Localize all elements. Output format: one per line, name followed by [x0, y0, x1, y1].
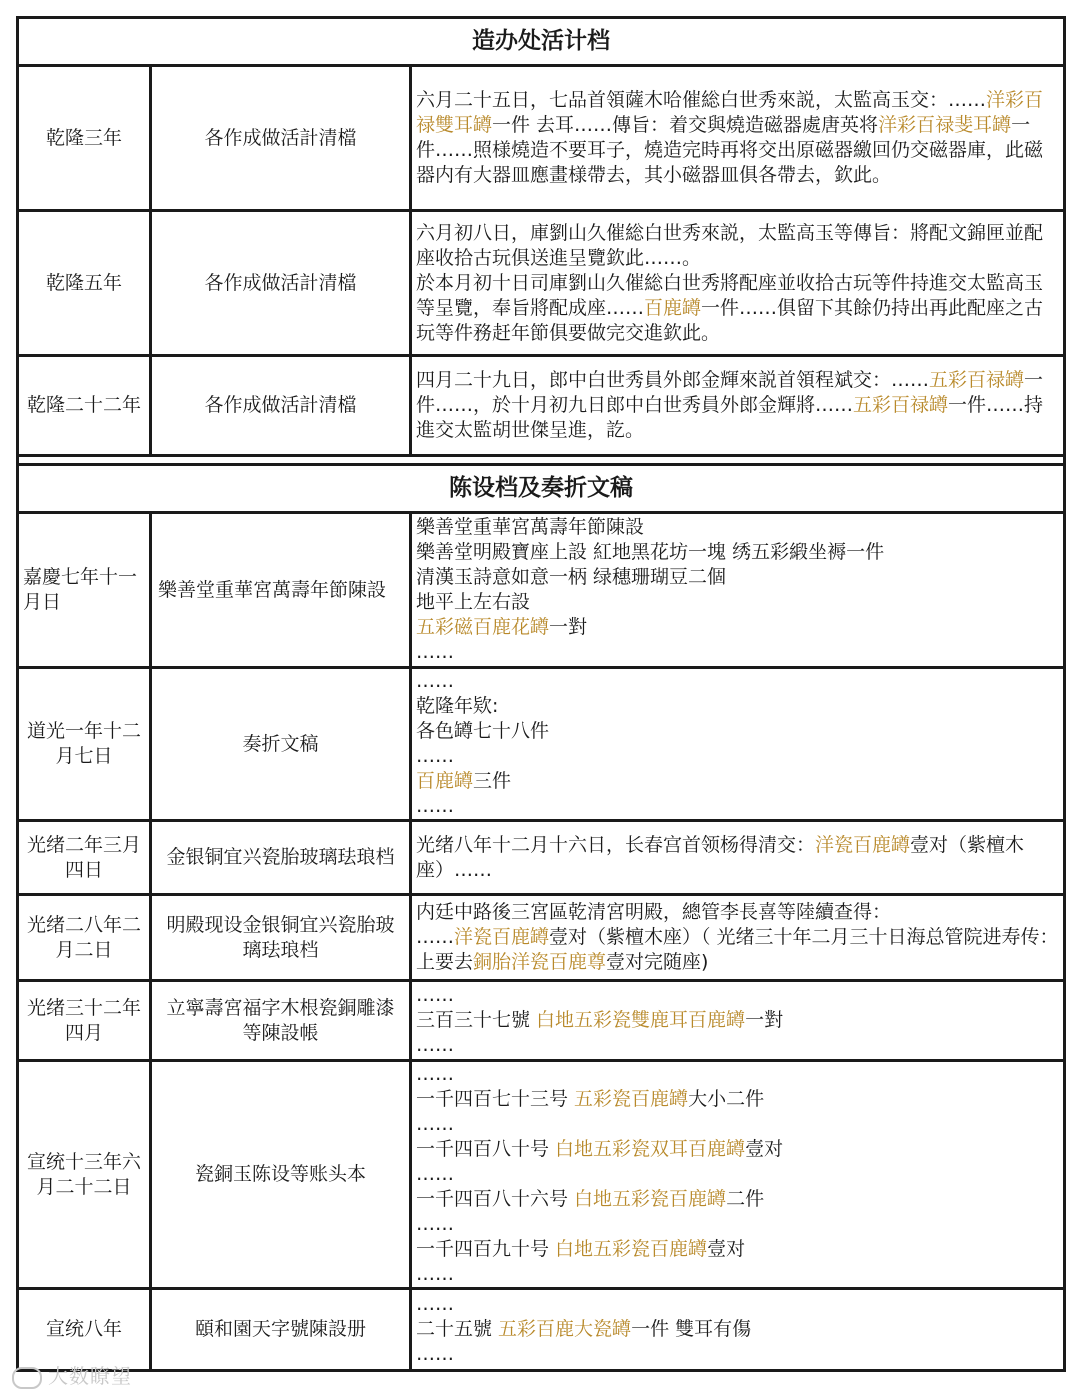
rows1-row	[18, 66, 1065, 211]
content-text: 一件……持進交太監胡世傑呈進，訖。	[416, 394, 1044, 441]
content-text: 二件	[726, 1188, 765, 1210]
highlighted-item-name: 銅胎洋瓷百鹿尊	[473, 951, 607, 973]
watermark	[12, 1360, 132, 1389]
content-line	[416, 515, 1059, 540]
content-text: 壹对	[745, 1138, 784, 1160]
content-text: 三件	[473, 770, 512, 792]
content-line	[416, 1187, 1059, 1212]
highlighted-item-name: 白地五彩瓷百鹿罇	[574, 1188, 727, 1210]
content-text: ……	[416, 641, 454, 663]
highlighted-item-name: 洋瓷百鹿罇	[815, 833, 911, 856]
content-text: 壹对	[707, 1238, 746, 1260]
source-cell: 立寧壽宮福字木根瓷銅雕漆等陳設帳	[151, 981, 411, 1061]
content-text: ……	[416, 1213, 454, 1235]
date-cell: 光绪三十二年四月	[18, 981, 151, 1061]
content-line	[416, 540, 1059, 565]
content-line	[416, 221, 1059, 271]
section2-title: 陈设档及奏折文稿	[18, 465, 1065, 513]
content-line	[416, 271, 1059, 346]
date-cell: 光绪二八年二月二日	[18, 895, 151, 981]
content-text: 樂善堂明殿寶座上設 紅地黑花坊一塊 绣五彩緞坐褥一件	[416, 541, 885, 563]
content-line	[416, 925, 1059, 975]
content-text: ……	[416, 1163, 454, 1185]
source-cell: 金银铜宜兴瓷胎玻璃珐琅档	[151, 821, 411, 895]
content-text: 大小二件	[688, 1088, 765, 1110]
content-cell	[411, 668, 1065, 821]
date-cell: 乾隆二十二年	[18, 356, 151, 456]
rows2-row	[18, 1289, 1065, 1371]
date-cell: 道光一年十二月七日	[18, 668, 151, 821]
content-text: 各色罇七十八件	[416, 720, 550, 742]
content-cell	[411, 981, 1065, 1061]
content-line	[416, 1212, 1059, 1237]
content-line	[416, 1137, 1059, 1162]
highlighted-item-name: 洋彩百禄斐耳罇	[878, 114, 1012, 136]
highlighted-item-name: 白地五彩瓷雙鹿耳百鹿罇	[536, 1009, 746, 1031]
content-line	[416, 590, 1059, 615]
content-text: ……	[416, 1063, 454, 1085]
content-cell	[411, 356, 1065, 456]
highlighted-item-name: 五彩磁百鹿花罇	[416, 616, 550, 638]
highlighted-item-name: 白地五彩瓷百鹿罇	[555, 1238, 708, 1260]
archive-table	[16, 16, 1066, 1372]
rows1-row	[18, 211, 1065, 356]
content-text: ……	[416, 795, 454, 817]
content-cell	[411, 1289, 1065, 1371]
content-cell	[411, 66, 1065, 211]
content-text: 一千四百八十号	[416, 1138, 556, 1160]
source-cell: 明殿现设金银铜宜兴瓷胎玻璃珐琅档	[151, 895, 411, 981]
content-line	[416, 900, 1059, 925]
content-text: 一千四百七十三号	[416, 1088, 575, 1110]
content-text: 地平上左右設	[416, 591, 531, 613]
content-text: 一件……，於十月初九日郎中白世秀員外郎金輝將……	[416, 369, 1044, 416]
content-line	[416, 744, 1059, 769]
content-line	[416, 983, 1059, 1008]
content-text: 三百三十七號	[416, 1009, 537, 1031]
rows2-row	[18, 513, 1065, 668]
content-line	[416, 88, 1059, 188]
content-text: 樂善堂重華宮萬壽年節陳設	[416, 516, 645, 538]
highlighted-item-name: 白地五彩瓷双耳百鹿罇	[555, 1138, 746, 1160]
content-text: 一件……俱留下其餘仍持出再此配座之古玩等件務赶年節俱要做完交進欽此。	[416, 296, 1044, 344]
content-text: ……	[416, 1343, 454, 1365]
content-line	[416, 1087, 1059, 1112]
content-cell	[411, 895, 1065, 981]
content-line	[416, 794, 1059, 819]
content-text: 四月二十九日，郎中白世秀員外郎金輝來説首領程斌交：……	[416, 369, 930, 391]
section2-header-row	[18, 465, 1065, 513]
date-cell: 嘉慶七年十一月日	[18, 513, 151, 668]
source-cell: 奏折文稿	[151, 668, 411, 821]
content-text: ……	[416, 670, 454, 692]
content-text: 六月初八日，庫劉山久催総白世秀來説，太監高玉等傳旨：將配文錦匣並配座收拾古玩俱送進呈覽欽此……。	[416, 221, 1044, 269]
content-line	[416, 1033, 1059, 1058]
content-text: ……	[416, 1263, 454, 1285]
content-text: 一對	[549, 616, 588, 638]
content-cell	[411, 1061, 1065, 1289]
content-text: 一對	[745, 1009, 784, 1031]
content-line	[416, 1262, 1059, 1287]
content-line	[416, 1062, 1059, 1087]
content-line	[416, 1237, 1059, 1262]
content-line	[416, 565, 1059, 590]
content-line	[416, 1112, 1059, 1137]
source-cell: 各作成做活計清檔	[151, 211, 411, 356]
date-cell: 光绪二年三月四日	[18, 821, 151, 895]
content-text: ……	[416, 1113, 454, 1135]
content-text: 一件……照様燒造不要耳子，燒造完時再将交出原磁器繳回仍交磁器庫，此磁器内有大器皿應畫様帶去，其小磁器皿俱各帶去，欽此。	[416, 114, 1044, 186]
content-line	[416, 1292, 1059, 1317]
highlighted-item-name: 洋瓷百鹿罇	[454, 926, 550, 948]
content-line	[416, 615, 1059, 640]
content-text: 内廷中路後三宮區乾清宮明殿，總管李長喜等陸續查得：	[416, 901, 892, 923]
content-cell	[411, 513, 1065, 668]
content-cell	[411, 211, 1065, 356]
rows1-row	[18, 356, 1065, 456]
content-line	[416, 640, 1059, 665]
highlighted-item-name: 百鹿罇	[416, 770, 474, 792]
watermark-logo-icon	[12, 1367, 42, 1389]
section-gap-row	[18, 456, 1065, 465]
content-text: 於本月初十日司庫劉山久催総白世秀將配座並收拾古玩等件持進交太監高玉等呈覽，奉旨將配成座……	[416, 271, 1044, 319]
content-text: 壹对（紫檀木座）（ 光绪三十年二月三十日海总管院进寿传：上要去	[416, 926, 1059, 973]
source-cell: 樂善堂重華宮萬壽年節陳設	[151, 513, 411, 668]
rows2-row	[18, 895, 1065, 981]
source-cell: 各作成做活計清檔	[151, 356, 411, 456]
content-text: 一件 雙耳有傷	[631, 1318, 752, 1340]
content-line	[416, 719, 1059, 744]
content-text: 壹对（紫檀木座）……	[416, 833, 1025, 881]
highlighted-item-name: 五彩瓷百鹿罇	[574, 1088, 689, 1110]
highlighted-item-name: 五彩百鹿大瓷罇	[498, 1318, 632, 1340]
section1-header-row	[18, 18, 1065, 66]
content-text: 一千四百八十六号	[416, 1188, 575, 1210]
source-cell: 頤和園天字號陳設册	[151, 1289, 411, 1371]
highlighted-item-name: 洋彩百禄雙耳罇	[416, 89, 1044, 136]
content-text: 一千四百九十号	[416, 1238, 556, 1260]
section1-title: 造办处活计档	[18, 18, 1065, 66]
content-text: 乾隆年欵:	[416, 695, 499, 717]
rows2-row	[18, 1061, 1065, 1289]
rows2-row	[18, 821, 1065, 895]
date-cell: 乾隆五年	[18, 211, 151, 356]
source-cell: 各作成做活計清檔	[151, 66, 411, 211]
content-line	[416, 1162, 1059, 1187]
content-text: 六月二十五日，七品首領薩木哈催総白世秀來説，太監高玉交：……	[416, 89, 987, 111]
content-line	[416, 833, 1059, 883]
watermark-text: 大数瞭望	[48, 1364, 132, 1388]
content-line	[416, 1342, 1059, 1367]
content-line	[416, 1008, 1059, 1033]
content-line	[416, 694, 1059, 719]
highlighted-item-name: 百鹿罇	[644, 296, 702, 319]
content-text: ……	[416, 1293, 454, 1315]
content-line	[416, 1317, 1059, 1342]
source-cell: 瓷銅玉陈设等账头本	[151, 1061, 411, 1289]
content-text: 二十五號	[416, 1318, 499, 1340]
rows2-row	[18, 668, 1065, 821]
archive-table-frame	[16, 16, 1066, 1372]
date-cell: 宣统十三年六月二十二日	[18, 1061, 151, 1289]
content-line	[416, 769, 1059, 794]
content-line	[416, 368, 1059, 443]
highlighted-item-name: 五彩百禄罇	[929, 369, 1025, 391]
content-text: 一件 去耳……傳旨：着交與燒造磁器處唐英将	[492, 114, 879, 136]
content-cell	[411, 821, 1065, 895]
content-text: ……	[416, 745, 454, 767]
content-text: ……	[416, 1034, 454, 1056]
content-text: ……	[416, 984, 454, 1006]
rows2-row	[18, 981, 1065, 1061]
highlighted-item-name: 五彩百禄罇	[853, 394, 949, 416]
content-line	[416, 669, 1059, 694]
content-text: 清漢玉詩意如意一柄 绿穗珊瑚豆二個	[416, 566, 727, 588]
date-cell: 乾隆三年	[18, 66, 151, 211]
date-cell: 宣统八年	[18, 1289, 151, 1371]
content-text: ……	[416, 926, 454, 948]
content-text: 光绪八年十二月十六日，长春宫首领杨得清交：	[416, 833, 816, 856]
content-text: 壹对完随座)	[606, 951, 709, 973]
